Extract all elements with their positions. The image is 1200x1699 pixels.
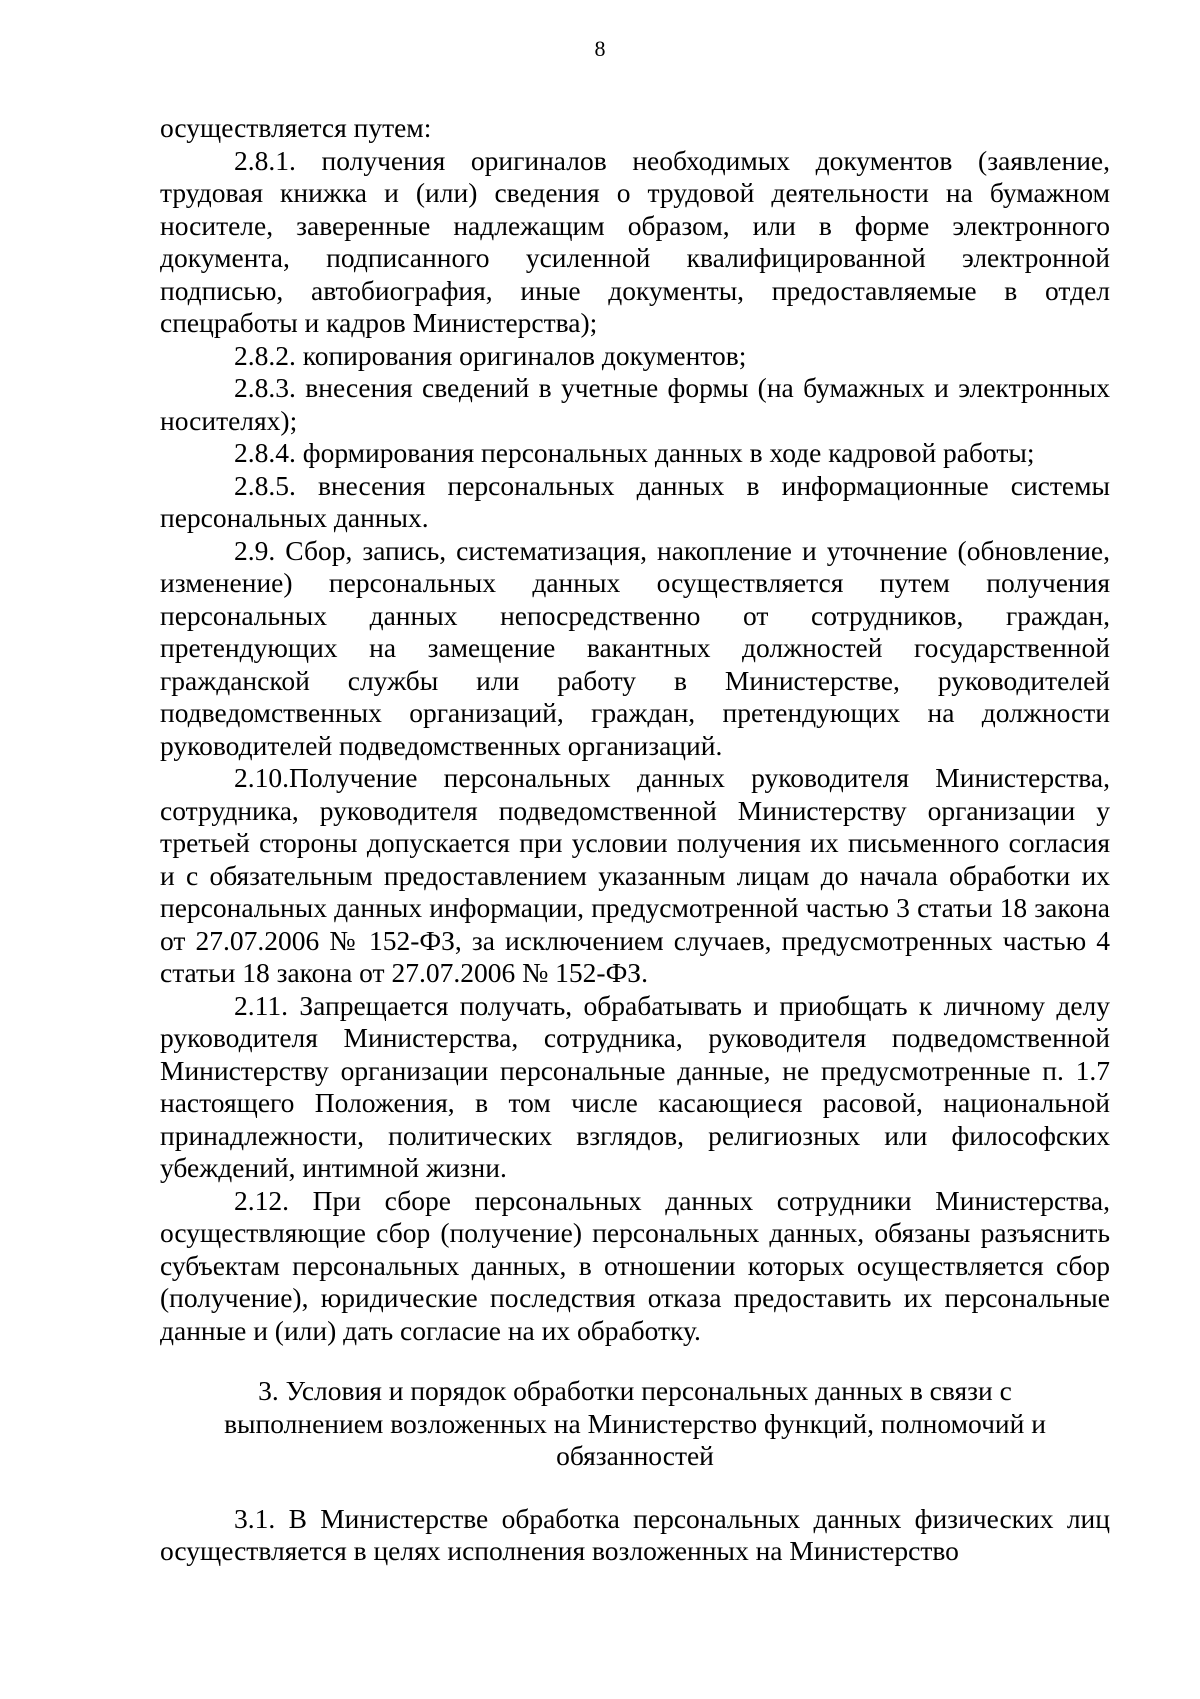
page-number: 8 xyxy=(594,36,606,61)
paragraph-2-11: 2.11. Запрещается получать, обрабатывать и приобщать к личному делу руководителя Министерства, сотрудника, руководителя подведомственной Министерству организации персональные данные, не предусмотренные п. 1.7 настоящего Положения, в том числе касающиеся расовой, национальной принадлежности, политических взглядов, религиозных или философских убеждений, интимной жизни. xyxy=(160,989,1110,1183)
paragraph-2-12: 2.12. При сборе персональных данных сотрудники Министерства, осуществляющие сбор (получение) персональных данных, обязаны разъяснить субъектам персональных данных, в отношении которых осуществляется сбор (получение), юридические последствия отказа предоставить их персональные данные и (или) дать согласие на их обработку. xyxy=(160,1184,1110,1346)
paragraph-2-8-5: 2.8.5. внесения персональных данных в информационные системы персональных данных. xyxy=(160,469,1110,533)
paragraph-2-8-2: 2.8.2. копирования оригиналов документов; xyxy=(234,339,747,371)
paragraph-2-8-3: 2.8.3. внесения сведений в учетные формы (на бумажных и электронных носителях); xyxy=(160,372,1110,436)
document-body xyxy=(160,112,1110,1568)
paragraph-2-10: 2.10.Получение персональных данных руководителя Министерства, сотрудника, руководителя подведомственной Министерству организации у третьей стороны допускается при условии получения их письменного согласия и с обязательным предоставлением указанным лицам до начала обработки их персональных данных информации, предусмотренной частью 3 статьи 18 закона от 27.07.2006 № 152-ФЗ, за исключением случаев, предусмотренных частью 4 статьи 18 закона от 27.07.2006 № 152-ФЗ. xyxy=(160,762,1110,988)
paragraph-3-1: 3.1. В Министерстве обработка персональных данных физических лиц осуществляется в целях исполнения возложенных на Министерство xyxy=(160,1502,1110,1566)
paragraph-2-9: 2.9. Сбор, запись, систематизация, накопление и уточнение (обновление, изменение) персональных данных осуществляется путем получения персональных данных непосредственно от сотрудников, граждан, претендующих на замещение вакантных должностей государственной гражданской службы или работу в Министерстве, руководителей подведомственных организаций, граждан, претендующих на должности руководителей подведомственных организаций. xyxy=(160,534,1110,761)
section-heading: 3. Условия и порядок обработки персональных данных в связи с выполнением возложенных на Министерство функций, полномочий и обязанностей xyxy=(224,1375,1046,1471)
paragraph-2-8-1: 2.8.1. получения оригиналов необходимых документов (заявление, трудовая книжка и (или) сведения о трудовой деятельности на бумажном носителе, заверенные надлежащим образом, или в форме электронного документа, подписанного усиленной квалифицированной электронной подписью, автобиография, иные документы, предоставляемые в отдел спецработы и кадров Министерства); xyxy=(160,144,1110,338)
paragraph-2-8-4: 2.8.4. формирования персональных данных в ходе кадровой работы; xyxy=(234,437,1035,468)
paragraph-continuation: осуществляется путем: xyxy=(160,112,432,143)
